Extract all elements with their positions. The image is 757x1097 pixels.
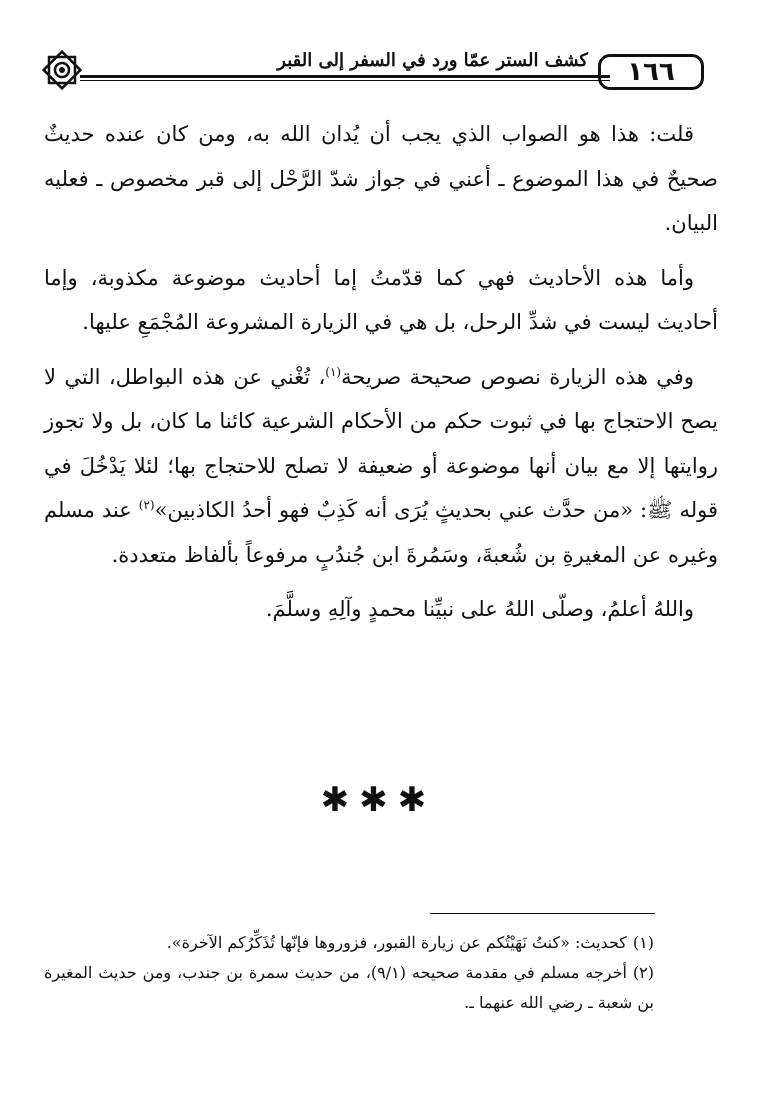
paragraph: قلت: هذا هو الصواب الذي يجب أن يُدان الله به، ومن كان عنده حديثٌ صحيحٌ في هذا الموضوع ـ أعني في جواز شدّ الرَّحْل إلى قبر مخصوص ـ فعليه البيان. xyxy=(44,122,718,235)
star-ornament-icon xyxy=(40,48,84,92)
page-number: ١٦٦ xyxy=(598,54,704,90)
page-header xyxy=(38,46,728,94)
footnote-divider xyxy=(430,913,655,914)
footnote-reference: (٢) xyxy=(138,498,155,512)
footnotes xyxy=(44,928,654,1018)
main-text xyxy=(44,112,718,632)
paragraph-text: وفي هذه الزيارة نصوص صحيحة صريحة xyxy=(341,364,694,389)
paragraph-text: عند مسلم وغيره عن المغيرةِ بن شُعبةَ، وسَمُرةَ ابن جُندُبٍ مرفوعاً بألفاظ متعددة. xyxy=(44,498,718,567)
footnote-number: (٢) xyxy=(632,963,655,982)
footnote xyxy=(44,958,654,1018)
footnote-text: أخرجه مسلم في مقدمة صحيحه (٩/١)، من حديث سمرة بن جندب، ومن حديث المغيرة بن شعبة ـ رضي الله عنهما ـ. xyxy=(44,963,654,1012)
header-rule-thin xyxy=(80,80,610,81)
footnote xyxy=(44,928,654,958)
paragraph: وأما هذه الأحاديث فهي كما قدّمتُ إما أحاديث موضوعة مكذوبة، وإما أحاديث ليست في شدِّ الرحل، بل هي في الزيارة المشروعة المُجْمَعِ عليها. xyxy=(44,265,718,334)
running-title: كشف الستر عمّا ورد في السفر إلى القبر xyxy=(277,50,588,71)
footnote-reference: (١) xyxy=(325,364,342,379)
section-separator: ✱✱✱ xyxy=(320,780,437,820)
footnote-number: (١) xyxy=(632,933,654,952)
paragraph: واللهُ أعلمُ، وصلّى اللهُ على نبيِّنا محمدٍ وآلِهِ وسلَّمَ. xyxy=(265,597,694,621)
footnote-text: كحديث: «كنتُ نَهَيْتُكم عن زيارة القبور، فزوروها فإنّها تُذَكِّرُكم الآخرة». xyxy=(166,933,627,952)
paragraph-text: ، تُغْني عن هذه البواطل، التي لا يصح الاحتجاج بها في ثبوت حكم من الأحكام الشرعية كائنا ما كان، بل ولا تجوز روايتها إلا مع بيان أنها موضوعة أو ضعيفة لا تصلح للاحتجاج بها؛ لئلا يَدْخُلَ في قوله ﷺ: «من حدَّث عني بحديثٍ يُرَى أنه كَذِبٌ فهو أحدُ الكاذبين» xyxy=(44,364,718,522)
paragraph xyxy=(44,355,718,578)
